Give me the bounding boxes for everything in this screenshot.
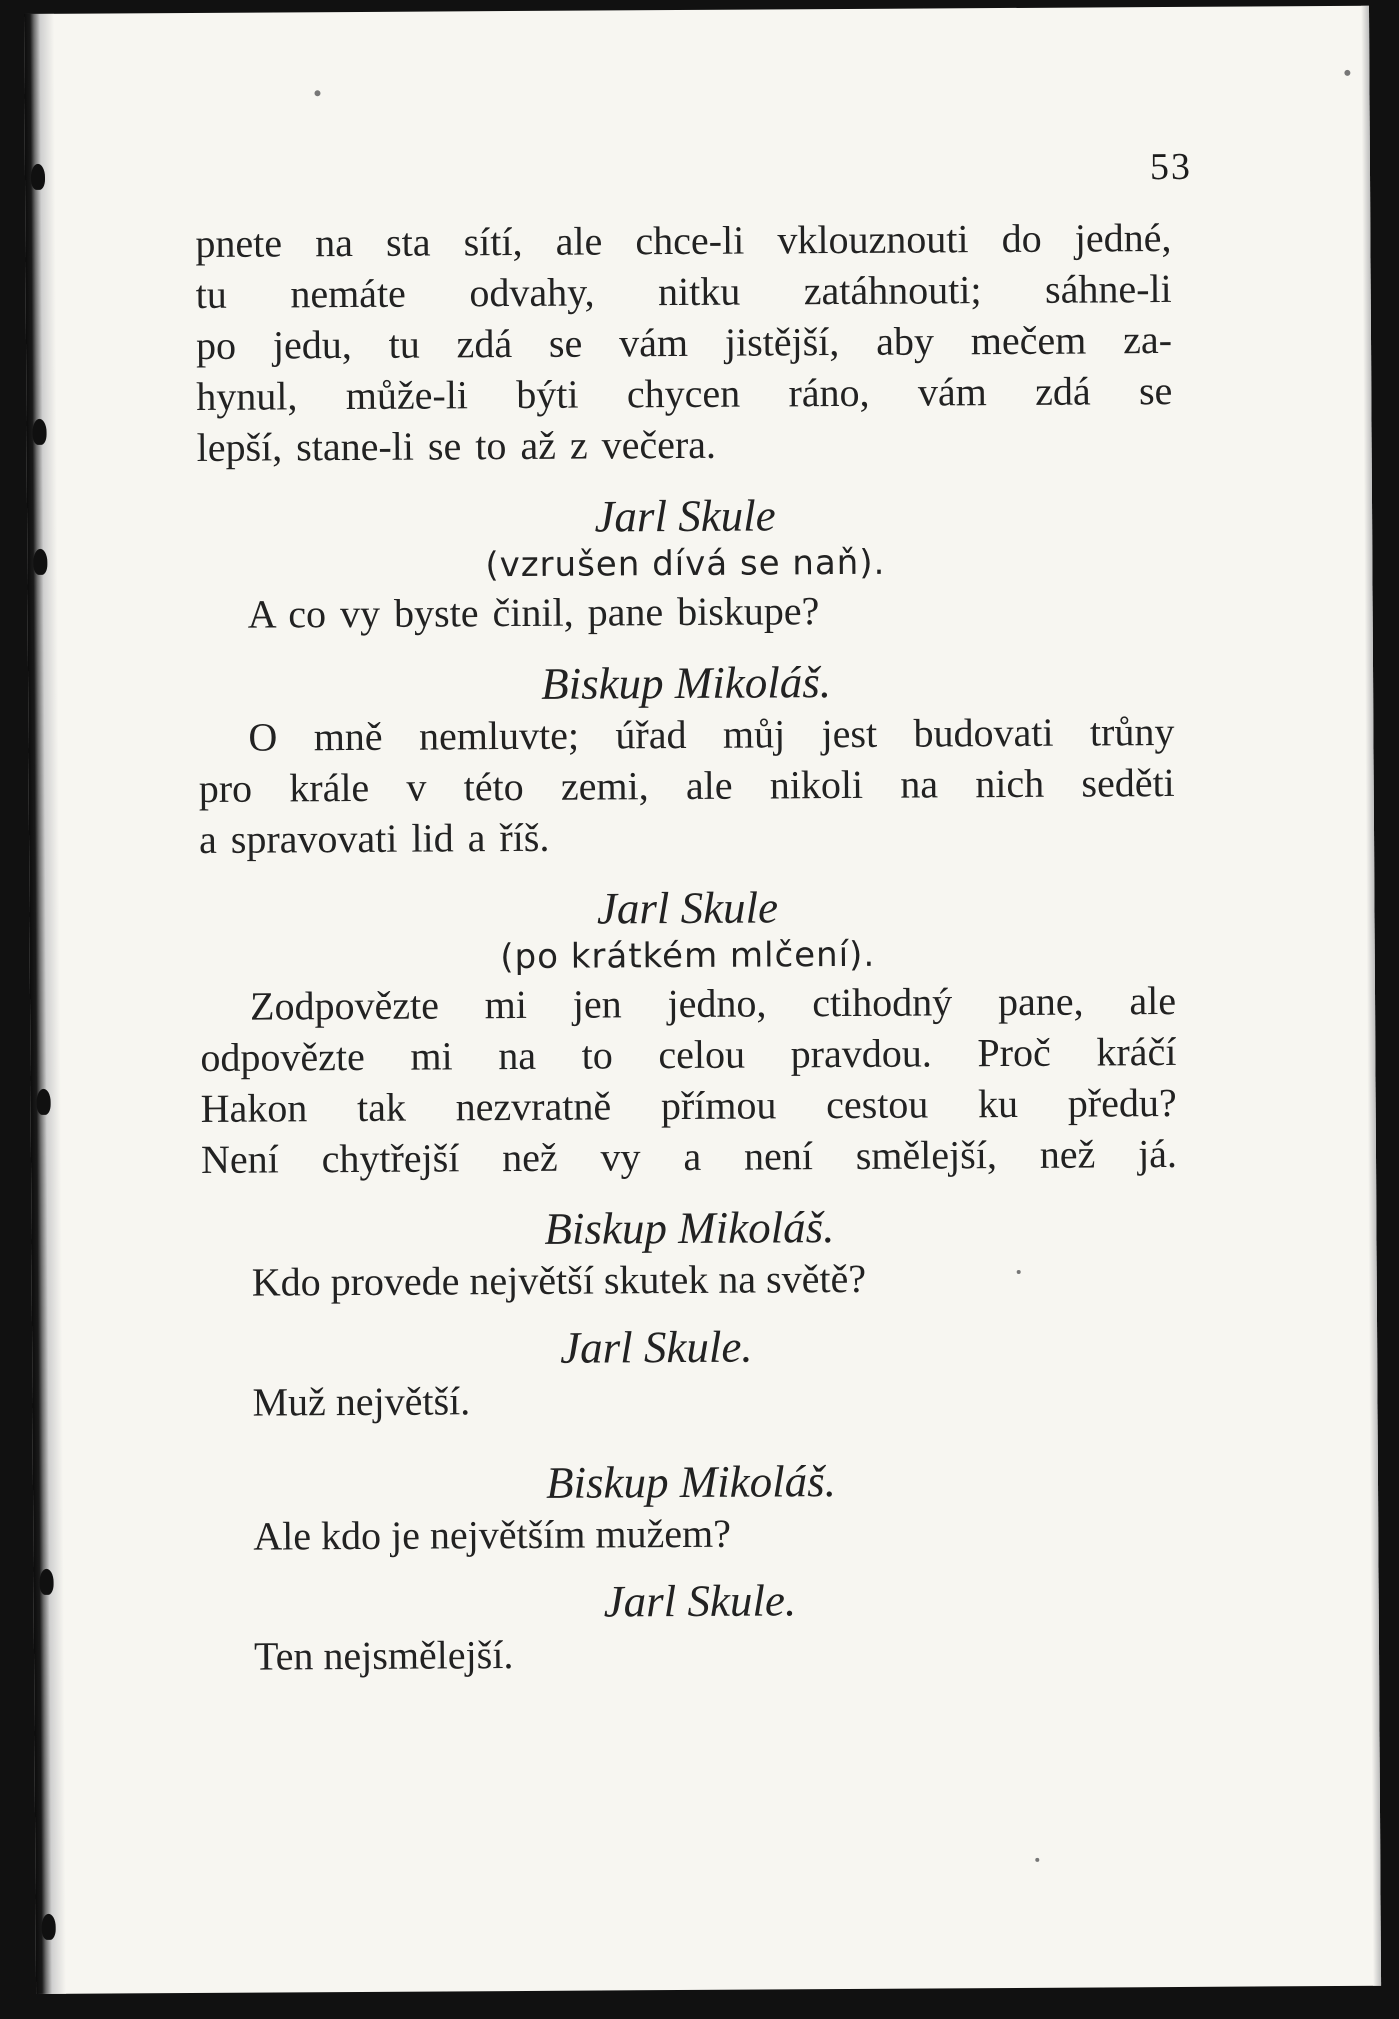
speaker-name: Jarl Skule.: [560, 1321, 753, 1373]
text-line: odpovězte mi na to celou pravdou. Proč kráčí: [200, 1028, 1177, 1080]
text-line: lepší, stane-li se to až z večera.: [196, 421, 717, 470]
dialogue-line: Kdo provede největší skutek na světě?: [251, 1255, 867, 1305]
text-line: hynul, může-li býti chycen ráno, vám zdá se: [196, 367, 1173, 419]
book-page: [24, 6, 1381, 1994]
speaker-name: Biskup Mikoláš.: [545, 1456, 837, 1508]
print-speck: [1035, 1858, 1039, 1862]
dialogue-line: Ale kdo je největším mužem?: [253, 1510, 732, 1559]
text-line: a spravovati lid a říš.: [198, 814, 550, 862]
dialogue-paragraph: [195, 212, 1173, 473]
text-line: tu nemáte odvahy, nitku zatáhnouti; sáhne-li: [195, 265, 1172, 317]
speaker-name: Biskup Mikoláš.: [540, 657, 832, 709]
stage-direction: (vzrušen dívá se naň).: [485, 542, 886, 586]
dialogue-line: Muž největší.: [252, 1378, 471, 1425]
dialogue-paragraph: [198, 706, 1175, 865]
speaker-name: Jarl Skule.: [603, 1575, 797, 1627]
page-number: 53: [1149, 145, 1193, 189]
binding-stitch: [33, 549, 47, 575]
binding-stitch: [42, 1914, 56, 1940]
page-right-edge: [1361, 6, 1381, 1986]
print-speck: [314, 90, 320, 96]
speaker-name: Biskup Mikoláš.: [544, 1202, 835, 1254]
page-body: [195, 212, 1180, 1683]
binding-stitch: [31, 164, 45, 190]
speaker-name: Jarl Skule: [594, 490, 776, 542]
text-line: Zodpovězte mi jen jedno, ctihodný pane, ale: [249, 977, 1177, 1029]
dialogue-paragraph: [200, 975, 1177, 1185]
binding-stitch: [32, 419, 46, 445]
text-line: O mně nemluvte; úřad můj jest budovati trůny: [248, 708, 1175, 760]
text-line: pnete na sta sítí, ale chce-li vklouznouti do jedné,: [195, 214, 1172, 266]
text-line: Hakon tak nezvratně přímou cestou ku předu?: [200, 1079, 1177, 1131]
print-speck: [1344, 70, 1350, 76]
dialogue-paragraph: [198, 583, 1174, 640]
binding-stitch: [37, 1089, 51, 1115]
text-line: Není chytřejší než vy a není smělejší, než já.: [200, 1130, 1178, 1182]
speaker-name: Jarl Skule: [596, 882, 779, 934]
text-line: po jedu, tu zdá se vám jistější, aby mečem za-: [195, 316, 1173, 368]
text-line: A co vy byste činil, pane biskupe?: [247, 588, 820, 637]
text-line: pro krále v této zemi, ale nikoli na nich seděti: [198, 759, 1175, 811]
binding-stitch: [39, 1569, 53, 1595]
dialogue-line: Ten nejsmělejší.: [253, 1632, 514, 1679]
book-binding-edge: [24, 14, 66, 1994]
stage-direction: (po krátkém mlčení).: [500, 934, 876, 978]
